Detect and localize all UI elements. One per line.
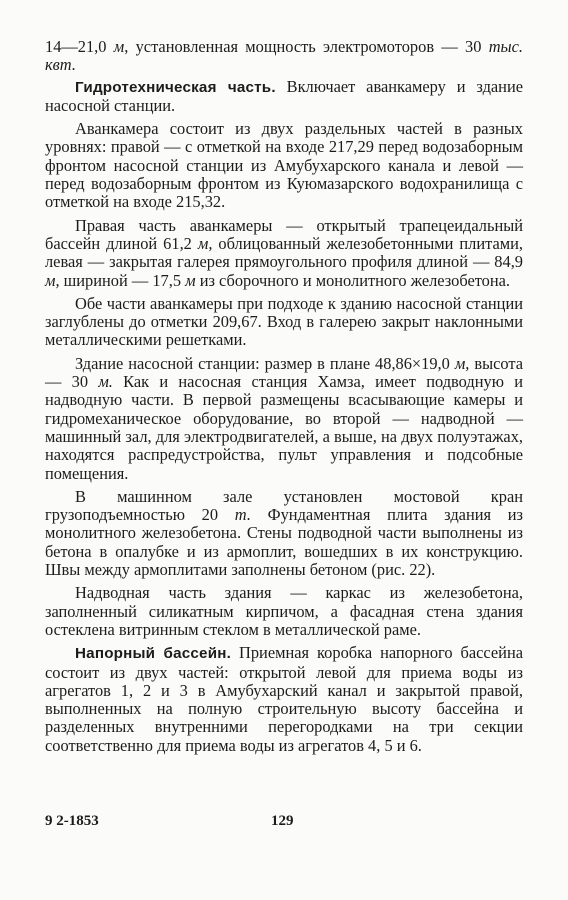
continuation-paragraph xyxy=(45,38,523,75)
both-parts-paragraph: Обе части аванкамеры при подходе к зданию насосной станции заглублены до отметки 209,67. Вход в галерею закрыт наклонными металлическими решетками. xyxy=(45,293,523,350)
text-span: , установленная мощность электромоторов — 30 xyxy=(124,37,489,56)
section-heading-pool: Напорный бассейн. xyxy=(75,645,232,663)
unit-span: м, xyxy=(197,233,213,253)
section-heading-hydro: Гидротехническая часть. xyxy=(75,78,276,96)
text-span: Правая часть аванкамеры — открытый трапецеидальный бассейн длиной 61,2 xyxy=(45,215,523,253)
unit-span: тыс. квт. xyxy=(45,37,523,75)
text-span: облицованный железобетонными плитами, левая — закрытая галерея прямоугольного профиля длиной — 84,9 xyxy=(45,233,523,272)
page-number: 129 xyxy=(271,813,294,829)
machine-hall-paragraph xyxy=(45,488,523,579)
right-part-paragraph xyxy=(45,217,523,290)
text-span: из сборочного и монолитного железобетона. xyxy=(195,270,511,290)
above-water-paragraph: Надводная часть здания — каркас из железобетона, заполненный силикатным кирпичом, а фасадная стена здания остеклена витринным стеклом в металлической раме. xyxy=(45,583,523,639)
text-span: 14—21,0 xyxy=(45,37,114,56)
body-text xyxy=(45,38,523,760)
unit-span: м xyxy=(185,270,196,290)
text-span: Приемная коробка напорного бассейна состоит из двух частей: открытой левой для приема воды из агрегатов 1, 2 и 3 в Амубухарский канал и закрытой правой, выполненных на полную строительную высоту бассейна и разделенных внутренними перегородками на три секции соответственно для приема воды из агрегатов 4, 5 и 6. xyxy=(45,643,523,755)
text-span: Здание насосной станции: размер в плане 48,86×19,0 xyxy=(75,353,455,373)
unit-span: м xyxy=(113,37,125,56)
text-span: В машинном зале установлен мостовой кран грузоподъемностью 20 xyxy=(45,486,523,525)
text-span: Фундаментная плита здания из монолитного железобетона. Стены подводной части выполнены из бетона в опалубке и из армоплит, вошедших в их конструкцию. Швы между армоплитами заполнены бетоном (рис. 22). xyxy=(45,505,523,580)
unit-span: м, xyxy=(45,270,60,290)
pool-section-paragraph xyxy=(45,644,523,755)
page-footer xyxy=(45,813,523,835)
unit-span: т. xyxy=(234,505,251,525)
unit-span: м. xyxy=(98,372,113,392)
avankamera-paragraph: Аванкамера состоит из двух раздельных частей в разных уровнях: правой — с отметкой на входе 217,29 перед водозаборным фронтом насосной станции из Амубухарского канала и левой — перед водозаборным фронтом из Куюмазарского водохранилища с отметкой на входе 215,32. xyxy=(45,119,523,212)
unit-span: м, xyxy=(454,353,470,373)
text-span: шириной — 17,5 xyxy=(59,270,186,290)
printer-signature: 9 2-1853 xyxy=(45,813,99,829)
text-span: Включает аванкамеру и здание насосной станции. xyxy=(45,76,523,115)
hydro-section-paragraph xyxy=(45,78,523,116)
text-span: Как и насосная станция Хамза, имеет подводную и надводную части. В первой размещены всасывающие камеры и гидромеханическое оборудование, во второй — надводной — машинный зал, для электродвигателей, а выше, на двух полуэтажах, находятся распредустройства, пульт управления и подсобные помещения. xyxy=(45,372,523,483)
building-paragraph xyxy=(45,355,523,483)
text-span: высота — 30 xyxy=(45,353,523,392)
